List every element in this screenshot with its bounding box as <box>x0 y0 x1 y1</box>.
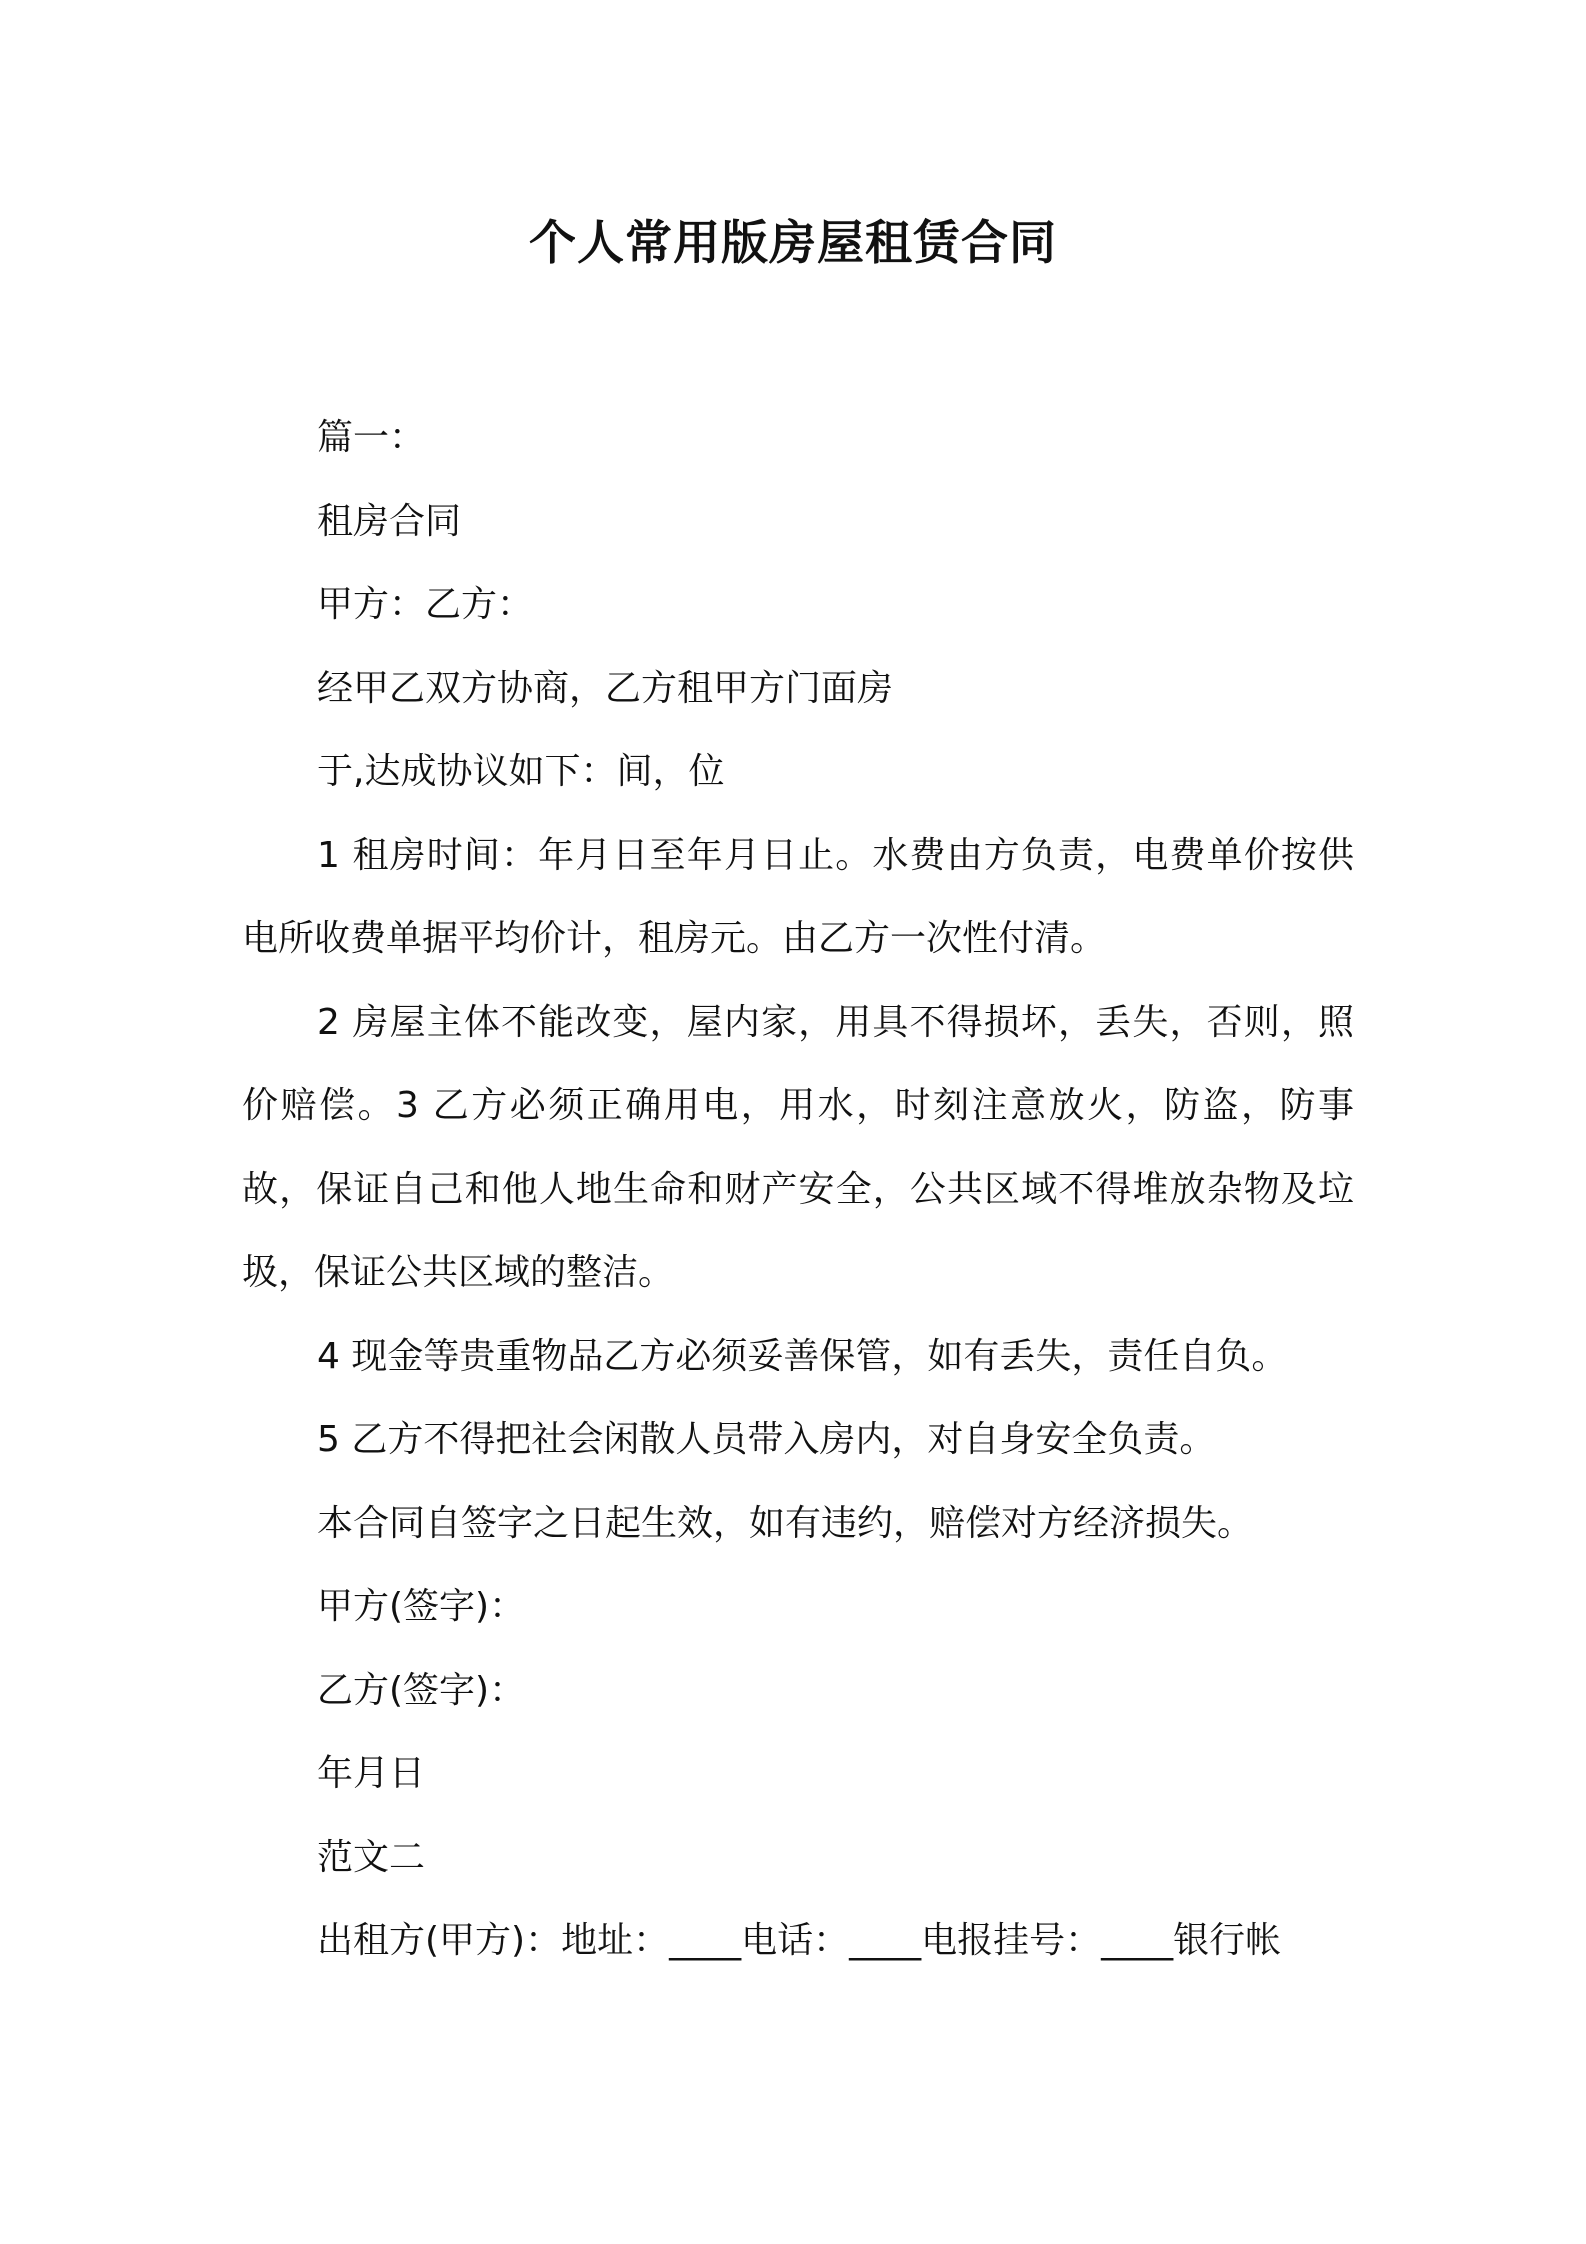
section-heading: 篇一： <box>317 417 426 458</box>
signature-party-b: 乙方(签字)： <box>317 1669 526 1711</box>
document-title: 个人常用版房屋租赁合同 <box>529 216 1057 271</box>
parties-line: 甲方：乙方： <box>317 584 534 625</box>
clause-5: 5 乙方不得把社会闲散人员带入房内，对自身安全负责。 <box>317 1419 1216 1460</box>
clause-4: 4 现金等贵重物品乙方必须妥善保管，如有丢失，责任自负。 <box>317 1335 1288 1377</box>
date-line: 年月日 <box>317 1753 426 1794</box>
signature-party-a: 甲方(签字)： <box>317 1586 526 1627</box>
paragraph: 于,达成协议如下：间，位 <box>317 751 725 792</box>
clause-2-3: 2 房屋主体不能改变，屋内家，用具不得损坏，丢失，否则，照价赔偿。3 乙方必须正确用电，用水，时刻注意放火，防盗，防事故，保证自己和他人地生命和财产安全，公共区域不得堆放杂物及垃圾，保证公共区域的整洁。 <box>242 1001 1354 1293</box>
paragraph: 经甲乙双方协商，乙方租甲方门面房 <box>317 667 894 709</box>
lessor-info-line: 出租方(甲方)：地址：____电话：____电报挂号：____银行帐 <box>317 1920 1282 1961</box>
contract-heading: 租房合同 <box>317 500 462 542</box>
effective-clause: 本合同自签字之日起生效，如有违约，赔偿对方经济损失。 <box>317 1502 1254 1544</box>
document-body <box>242 396 1354 1983</box>
clause-1: 1 租房时间：年月日至年月日止。水费由方负责，电费单价按供电所收费单据平均价计，租房元。由乙方一次性付清。 <box>242 834 1354 959</box>
section-heading-2: 范文二 <box>317 1836 426 1878</box>
